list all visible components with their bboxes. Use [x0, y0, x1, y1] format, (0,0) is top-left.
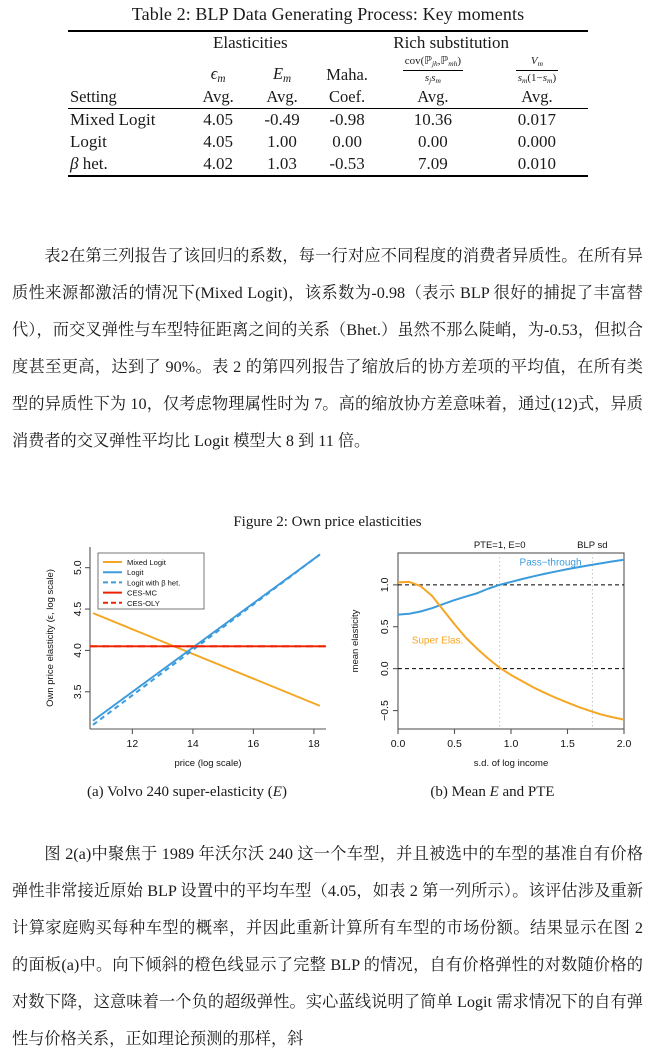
row-label-math: β: [70, 154, 79, 174]
cell-value: 1.00: [267, 132, 297, 152]
symbol-E-m: $E_m$: [272, 64, 292, 86]
chart-panel-b: [340, 533, 645, 783]
y-tick-label: −0.5: [379, 700, 391, 721]
subcaption-a: [42, 784, 332, 801]
y-axis-title: Own price elasticity (ε, log scale): [45, 569, 56, 707]
key-moments-table: [68, 30, 588, 177]
y-tick-label: 4.5: [72, 601, 84, 617]
row-label: Mixed Logit: [70, 110, 156, 130]
series-line-0: [93, 613, 320, 706]
x-tick-label: 12: [126, 738, 139, 750]
column-header-setting: Setting: [70, 87, 117, 107]
legend-label-4: CES-OLY: [127, 598, 160, 608]
symbol-cov-fraction: $\frac{cov(ℙ_{jh},ℙ_{mh})}{s_js_m}$: [404, 55, 462, 85]
subcaption-b: [340, 784, 645, 801]
x-tick-label: 1.5: [560, 738, 575, 750]
mean-e-and-pte-chart: [340, 533, 645, 783]
column-header-avg-cov: Avg.: [417, 87, 449, 107]
table-group-header-row: [68, 31, 588, 54]
cell-value: 0.000: [517, 132, 557, 152]
legend-label-0: Mixed Logit: [127, 558, 166, 567]
cell-value: 0.010: [517, 154, 557, 174]
subcaption-a-pre: (a) Volvo 240 super-elasticity (: [87, 784, 273, 800]
x-tick-label: 0.5: [447, 738, 462, 750]
cell-value: 0.00: [418, 132, 448, 152]
symbol-epsilon-m: $\epsilon_m$: [210, 64, 226, 86]
table-caption: Table 2: BLP Data Generating Process: Key moments: [131, 4, 525, 24]
cell-value: -0.53: [329, 154, 365, 174]
chart-panel-a: [42, 533, 332, 783]
table-symbol-row: [68, 54, 588, 86]
subcaption-b-post: and PTE: [498, 784, 555, 800]
table-row: [68, 153, 588, 176]
subcaption-b-pre: (b) Mean: [430, 784, 490, 800]
x-tick-label: 2.0: [616, 738, 632, 750]
column-header-avg-eps: Avg.: [202, 87, 234, 107]
y-tick-label: 5.0: [72, 560, 84, 575]
x-axis-title: s.d. of log income: [473, 758, 549, 769]
row-label: [68, 153, 186, 176]
cell-value: 0.00: [332, 132, 362, 152]
group-header-rich-substitution: Rich substitution: [393, 33, 509, 52]
symbol-v-fraction: $\frac{V_m}{s_m(1-s_m)}$: [517, 55, 557, 85]
x-axis-title: price (log scale): [174, 758, 242, 769]
cell-value: 10.36: [413, 110, 453, 130]
legend-label-1: Logit: [127, 568, 144, 578]
column-header-coef: Coef.: [328, 87, 366, 107]
annotation-0: PTE=1, E=0: [473, 540, 526, 551]
subcaption-a-post: ): [281, 784, 287, 800]
annotation-1: BLP sd: [577, 540, 608, 551]
y-tick-label: 0.0: [379, 661, 391, 676]
annotation-3: Super Elas.: [411, 635, 464, 647]
x-tick-label: 18: [308, 738, 320, 750]
x-tick-label: 1.0: [503, 738, 519, 750]
own-price-elasticity-chart: [42, 533, 332, 783]
y-tick-label: 0.5: [379, 619, 391, 635]
cell-value: -0.98: [329, 110, 365, 130]
y-tick-label: 4.0: [72, 643, 84, 658]
cell-value: 4.05: [203, 110, 233, 130]
cell-value: 0.017: [517, 110, 557, 130]
x-tick-label: 14: [187, 738, 199, 750]
cell-value: -0.49: [264, 110, 300, 130]
cell-value: 4.02: [203, 154, 233, 174]
table-column-header-row: [68, 86, 588, 109]
row-label-text: het.: [78, 154, 108, 174]
x-tick-label: 16: [247, 738, 260, 750]
body-paragraph-2: 图 2(a)中聚焦于 1989 年沃尔沃 240 这一个车型，并且被选中的车型的基准自有价格弹性非常接近原始 BLP 设置中的平均车型（4.05，如表 2 第一列所示）。该评估涉及重新计算家庭购买每种车型的概率，并因此重新计算所有车型的市场份额。结果显示在图 2 的面板(a)中。向下倾斜的橙色线显示了完整 BLP 的情况，自有价格弹性的对数随价格的对数下降，这意味着一个负的超级弹性。实心蓝线说明了简单 Logit 需求情况下的自有弹性与价格关系，正如理论预测的那样，斜: [12, 845, 643, 1048]
column-header-avg-E: Avg.: [266, 87, 298, 107]
y-tick-label: 1.0: [379, 577, 391, 593]
table-row: [68, 131, 588, 153]
group-header-elasticities: Elasticities: [213, 33, 288, 52]
y-axis-title: mean elasticity: [350, 609, 361, 673]
legend-label-3: CES-MC: [127, 588, 157, 598]
symbol-maha: Maha.: [326, 65, 368, 85]
cell-value: 1.03: [267, 154, 297, 174]
figure-caption: Figure 2: Own price elasticities: [233, 514, 422, 530]
group-header-blank: [68, 31, 186, 54]
subcaption-b-math: E: [489, 784, 499, 800]
cell-value: 7.09: [418, 154, 448, 174]
figure-panels: [0, 533, 655, 783]
body-paragraph-1: 表2在第三列报告了该回归的系数，每一行对应不同程度的消费者异质性。在所有异质性来源都激活的情况下(Mixed Logit)，该系数为-0.98（表示 BLP 很好的捕捉了丰富替代），而交叉弹性与车型特征距离之间的关系（Bhet.）虽然不那么陡峭，为-0.53，但拟合度甚至更高，达到了 90%。表 2 的第四列报告了缩放后的协方差项的平均值，在所有类型的异质性下为 10，仅考虑物理属性时为 7。高的缩放协方差意味着，通过(12)式，异质消费者的交叉弹性平均比 Logit 模型大 8 到 11 倍。: [12, 247, 643, 450]
table-row: [68, 109, 588, 132]
x-tick-label: 0.0: [390, 738, 406, 750]
legend-label-2: Logit with β het.: [127, 578, 181, 588]
series-line-1: [398, 582, 624, 720]
symbol-blank: [68, 54, 186, 86]
figure-2-block: [0, 514, 655, 814]
column-header-avg-v: Avg.: [521, 87, 553, 107]
y-tick-label: 3.5: [72, 684, 84, 700]
row-label: Logit: [70, 132, 107, 152]
subcaption-a-math: E: [272, 784, 282, 800]
annotation-2: Pass−through: [519, 557, 582, 569]
cell-value: 4.05: [203, 132, 233, 152]
series-line-0: [398, 557, 624, 615]
table-2-block: [68, 4, 588, 177]
